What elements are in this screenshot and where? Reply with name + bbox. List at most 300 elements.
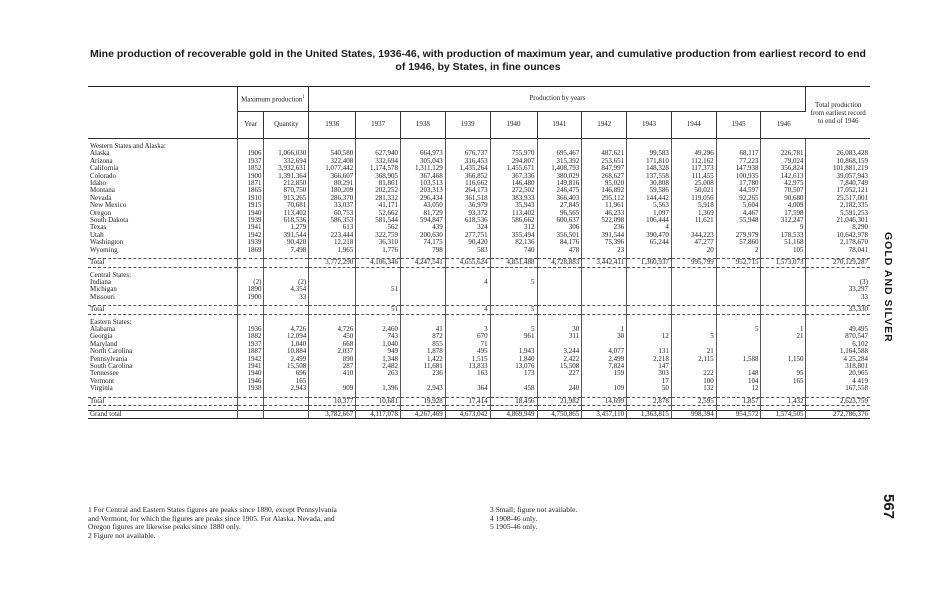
cell: 277,751: [445, 232, 490, 239]
cell: 740: [490, 247, 537, 254]
cell: 49,495: [848, 325, 868, 333]
cell: 146,892: [582, 187, 627, 194]
max-production-label: Maximum production: [241, 95, 303, 104]
cell: 95,020: [582, 180, 627, 187]
cell: 200,630: [400, 232, 445, 239]
cell: [761, 363, 806, 370]
cell: [237, 397, 264, 405]
row-label: New Mexico: [88, 202, 237, 209]
cell: [264, 306, 309, 314]
row-label: Vermont: [88, 378, 237, 385]
cell: 84,176: [537, 239, 582, 246]
cell: 99,583: [627, 150, 672, 157]
cell: 1,164,588: [840, 348, 868, 356]
cell: 3,244: [537, 348, 582, 355]
row-label: Tennessee: [88, 370, 237, 377]
cell: 1,857: [716, 397, 761, 405]
cell: 303: [627, 370, 672, 377]
cell: 332,694: [264, 158, 309, 165]
cell: 1939: [237, 239, 264, 246]
row-label: Washington: [88, 239, 237, 246]
cell: [490, 294, 537, 301]
grand-total-row: [88, 411, 870, 419]
cell: 7,498: [264, 247, 309, 254]
cell: 119,056: [671, 195, 716, 202]
cell: 287: [309, 363, 356, 370]
cell: [716, 333, 761, 340]
cell: 954,572: [716, 411, 761, 419]
cell: 364: [445, 385, 490, 392]
cell: 294,807: [490, 158, 537, 165]
cell: 3,442,411: [582, 259, 627, 267]
cell: [627, 341, 672, 348]
cell: 109: [582, 385, 627, 392]
table-row: [88, 286, 870, 293]
cell: 1942: [237, 356, 264, 363]
cell: 270,129,287: [806, 259, 870, 267]
cell: 1,515: [445, 356, 490, 363]
cell: (2): [237, 279, 264, 286]
cell: 1937: [237, 341, 264, 348]
footnote-line: 3 Small; figure not available.: [490, 505, 578, 514]
cell: 147: [627, 363, 672, 370]
cell: 872: [400, 333, 445, 340]
cell: [264, 259, 309, 267]
section-heading: Western States and Alaska:: [88, 143, 237, 150]
cell: 80,291: [309, 180, 356, 187]
cell: 3,782,667: [309, 411, 356, 419]
cell: 4: [627, 224, 672, 231]
cell: 410: [309, 370, 356, 377]
cell: [237, 411, 264, 419]
cell: 5: [716, 326, 761, 333]
year-column-header: 1946: [761, 112, 806, 139]
cell: 137,558: [627, 173, 672, 180]
cell: 676,737: [445, 150, 490, 157]
cell: 36,310: [356, 239, 401, 246]
gold-production-table: [88, 86, 870, 419]
year-column-header: 1939: [445, 112, 490, 139]
cell: [671, 326, 716, 333]
cell: 5: [671, 333, 716, 340]
table-row: [88, 333, 870, 340]
cell: 165: [264, 378, 309, 385]
cell: [716, 306, 761, 314]
cell: 613: [309, 224, 356, 231]
cell: 316,453: [445, 158, 490, 165]
cell: 952,715: [716, 259, 761, 267]
cell: 1,369: [671, 210, 716, 217]
cell: 223,444: [309, 232, 356, 239]
cell: 1941: [237, 224, 264, 231]
cell: 391,544: [264, 232, 309, 239]
cell: 305,043: [400, 158, 445, 165]
cell: 51,168: [761, 239, 806, 246]
cell: 1,943: [490, 348, 537, 355]
year-column-header: 1937: [356, 112, 401, 139]
cell: 312,247: [761, 217, 806, 224]
cell: 39,057,943: [836, 172, 868, 180]
cell: [264, 411, 309, 419]
cell: 5,563: [627, 202, 672, 209]
cell: 356,501: [537, 232, 582, 239]
page-number: 567: [880, 494, 897, 520]
cell: [671, 363, 716, 370]
cell: 1941: [237, 363, 264, 370]
cell: 5,591,253: [840, 209, 868, 217]
cell: 33,037: [309, 202, 356, 209]
cell: 366,403: [537, 195, 582, 202]
table-row: [88, 294, 870, 301]
cell: 2,482: [356, 363, 401, 370]
cell: 2,623,759: [806, 397, 870, 405]
cell: 1,422: [400, 356, 445, 363]
row-label: Pennsylvania: [88, 356, 237, 363]
cell: 36,979: [445, 202, 490, 209]
cell: 41,171: [356, 202, 401, 209]
row-label: North Carolina: [88, 348, 237, 355]
cell: 3,932,631: [264, 165, 309, 172]
cell: 7,824: [582, 363, 627, 370]
row-label: Wyoming: [88, 247, 237, 254]
cell: 178,533: [761, 232, 806, 239]
cell: [716, 224, 761, 231]
cell: 226,781: [761, 150, 806, 157]
cell: 4,726: [309, 326, 356, 333]
footnote-line: Oregon figures are likewise peaks since 1880 only.: [88, 522, 241, 532]
cell: 1,077,442: [309, 165, 356, 172]
table-row: [88, 173, 870, 180]
cell: 279,979: [716, 232, 761, 239]
cell: [582, 279, 627, 286]
cell: 322,759: [356, 232, 401, 239]
row-label: Indiana: [88, 279, 237, 286]
cell: 15,508: [537, 363, 582, 370]
cell: [582, 294, 627, 301]
cell: 1910: [237, 195, 264, 202]
cell: [356, 294, 401, 301]
cell: [582, 341, 627, 348]
cell: 4 419: [852, 377, 868, 385]
cell: 2,115: [671, 356, 716, 363]
cell: [237, 259, 264, 267]
cell: 142,613: [761, 173, 806, 180]
cell: 368,905: [356, 173, 401, 180]
cell: [716, 286, 761, 293]
cell: 1938: [237, 385, 264, 392]
cell: 1,840: [490, 356, 537, 363]
cell: 4,106,346: [356, 259, 401, 267]
year-column-header: 1945: [716, 112, 761, 139]
cell: 33,297: [848, 286, 868, 294]
cell: 668: [309, 341, 356, 348]
cell: 50,021: [671, 187, 716, 194]
cell: 1940: [237, 210, 264, 217]
cell: 11,681: [400, 363, 445, 370]
cell: 19,928: [400, 397, 445, 405]
cell: 600,637: [537, 217, 582, 224]
cell: (2): [264, 279, 309, 286]
cell: 4,077: [582, 348, 627, 355]
cell: 4,726: [264, 326, 309, 333]
cell: 70,507: [761, 187, 806, 194]
cell: [627, 326, 672, 333]
total-row: [88, 397, 870, 405]
cell: 4 25,284: [843, 355, 868, 363]
cell: 1,279: [264, 224, 309, 231]
row-label: Michigan: [88, 286, 237, 293]
cell: 272,502: [490, 187, 537, 194]
row-label: Missouri: [88, 294, 237, 301]
cell: 117,373: [671, 165, 716, 172]
cell: 1,965: [309, 247, 356, 254]
cell: [716, 348, 761, 355]
cell: 92,265: [716, 195, 761, 202]
row-label: Utah: [88, 232, 237, 239]
cell: 627,940: [356, 150, 401, 157]
stub-header: [88, 87, 237, 139]
cell: 4,869,949: [490, 411, 537, 419]
cell: 50: [627, 385, 672, 392]
cell: 1871: [237, 180, 264, 187]
cell: 2,422: [537, 356, 582, 363]
cell: [309, 286, 356, 293]
cell: 105: [761, 247, 806, 254]
cell: 322,408: [309, 158, 356, 165]
cell: [627, 279, 672, 286]
cell: 1915: [237, 202, 264, 209]
cell: 202,252: [356, 187, 401, 194]
cell: [582, 306, 627, 314]
cell: 77,223: [716, 158, 761, 165]
cell: 79,024: [761, 158, 806, 165]
cell: 2,499: [582, 356, 627, 363]
cell: 81,729: [400, 210, 445, 217]
table-row: [88, 348, 870, 355]
cell: 913,265: [264, 195, 309, 202]
cell: 562: [356, 224, 401, 231]
cell: 8,290: [852, 224, 868, 232]
cell: 1: [582, 326, 627, 333]
table-row: [88, 224, 870, 231]
cell: 355,494: [490, 232, 537, 239]
cell: 1,363,815: [627, 411, 672, 419]
cell: 148: [716, 370, 761, 377]
cell: 594,847: [400, 217, 445, 224]
cell: 111,455: [671, 173, 716, 180]
cell: 47,277: [671, 239, 716, 246]
table-row: [88, 356, 870, 363]
cell: 149,816: [537, 180, 582, 187]
cell: 103,513: [400, 180, 445, 187]
year-column-header: 1936: [309, 112, 356, 139]
cell: 144,442: [627, 195, 672, 202]
cell: 1,040: [264, 341, 309, 348]
row-label: Texas: [88, 224, 237, 231]
cell: 70,681: [264, 202, 309, 209]
cell: 495: [445, 348, 490, 355]
cell: [582, 286, 627, 293]
cell: [671, 306, 716, 314]
cell: 4,851,488: [490, 259, 537, 267]
cell: [490, 378, 537, 385]
cell: 1,588: [716, 356, 761, 363]
row-label: Virginia: [88, 385, 237, 392]
cell: 281,332: [356, 195, 401, 202]
cell: 90,420: [264, 239, 309, 246]
cell: 25,517,001: [836, 194, 868, 202]
cell: 311: [537, 333, 582, 340]
cell: 798: [400, 247, 445, 254]
cell: 4: [445, 279, 490, 286]
cell: [356, 279, 401, 286]
cell: 236: [582, 224, 627, 231]
cell: 1890: [237, 286, 264, 293]
cell: 33,330: [806, 306, 870, 314]
cell: 23: [582, 247, 627, 254]
year-column-header: 1943: [627, 112, 672, 139]
cell: 586,353: [309, 217, 356, 224]
cell: 1,066,030: [264, 150, 309, 157]
cell: 17,052,121: [836, 187, 868, 195]
cell: [671, 294, 716, 301]
cell: 165: [761, 378, 806, 385]
cell: [445, 286, 490, 293]
cell: 17,780: [716, 180, 761, 187]
year-header: Year: [237, 112, 264, 139]
cell: 4: [445, 306, 490, 314]
cell: 5,918: [671, 202, 716, 209]
cell: 14,699: [582, 397, 627, 405]
cell: 20: [671, 247, 716, 254]
cell: 81,861: [356, 180, 401, 187]
cell: 10,868,159: [836, 157, 868, 165]
cell: 3,457,110: [582, 411, 627, 419]
cell: 367,468: [400, 173, 445, 180]
table-row: [88, 363, 870, 370]
row-label: South Carolina: [88, 363, 237, 370]
section-heading: Central States:: [88, 272, 237, 279]
cell: 65,244: [627, 239, 672, 246]
cell: 847,997: [582, 165, 627, 172]
table-row: [88, 210, 870, 217]
cell: [716, 294, 761, 301]
cell: 212,850: [264, 180, 309, 187]
cell: 367,336: [490, 173, 537, 180]
cell: 1937: [237, 158, 264, 165]
cell: 4,117,078: [356, 411, 401, 419]
table-row: [88, 187, 870, 194]
cell: [537, 378, 582, 385]
cell: [537, 279, 582, 286]
cell: [582, 378, 627, 385]
row-label: Oregon: [88, 210, 237, 217]
cell: 21: [761, 333, 806, 340]
cell: 30: [582, 333, 627, 340]
cell: [761, 385, 806, 392]
cell: 75,396: [582, 239, 627, 246]
cell: 366,852: [445, 173, 490, 180]
cell: 68,117: [716, 150, 761, 157]
cell: 51: [356, 306, 401, 314]
cell: 82,136: [490, 239, 537, 246]
cell: 272,786,376: [806, 411, 870, 419]
cell: [445, 294, 490, 301]
cell: 356,824: [761, 165, 806, 172]
footnote-line: 2 Figure not available.: [88, 530, 156, 540]
table-row: [88, 202, 870, 209]
total-row: [88, 306, 870, 314]
cell: 268,627: [582, 173, 627, 180]
table-row: [88, 378, 870, 385]
cell: 203,313: [400, 187, 445, 194]
cell: 1939: [237, 217, 264, 224]
cell: (3): [859, 278, 868, 286]
cell: 755,970: [490, 150, 537, 157]
cell: 222: [671, 370, 716, 377]
cell: 33: [861, 293, 868, 301]
max-production-header: [237, 87, 308, 112]
cell: 295,112: [582, 195, 627, 202]
cell: 163: [445, 370, 490, 377]
cell: 41: [400, 326, 445, 333]
cell: 148,328: [627, 165, 672, 172]
cell: 315,392: [537, 158, 582, 165]
cell: 4,009: [761, 202, 806, 209]
cell: 21,982: [537, 397, 582, 405]
cell: 1865: [237, 187, 264, 194]
cell: 55,948: [716, 217, 761, 224]
cell: 890: [309, 356, 356, 363]
cell: [537, 294, 582, 301]
cell: 4,267,469: [400, 411, 445, 419]
cell: 30: [537, 326, 582, 333]
cell: 312: [490, 224, 537, 231]
footnote-ref: 1: [302, 95, 305, 101]
footnotes-right: [490, 506, 577, 532]
table-row: [88, 150, 870, 157]
cell: 112,162: [671, 158, 716, 165]
cell: 1900: [237, 294, 264, 301]
cell: 1,776: [356, 247, 401, 254]
cell: 1887: [237, 348, 264, 355]
cell: 618,536: [264, 217, 309, 224]
cell: 855: [400, 341, 445, 348]
cell: 2,218: [627, 356, 672, 363]
cell: 995,799: [671, 259, 716, 267]
cell: 998,394: [671, 411, 716, 419]
cell: 2,943: [264, 385, 309, 392]
cell: [400, 294, 445, 301]
cell: 664,973: [400, 150, 445, 157]
cell: 147,938: [716, 165, 761, 172]
total-production-header: Total production from earliest record to end of 1946: [806, 87, 870, 139]
cell: 380,029: [537, 173, 582, 180]
cell: 1,040: [356, 341, 401, 348]
cell: 113,402: [264, 210, 309, 217]
row-label: Georgia: [88, 333, 237, 340]
cell: 4,750,865: [537, 411, 582, 419]
cell: 1,097: [627, 210, 672, 217]
table-title: Mine production of recoverable gold in the United States, 1936-46, with production of maximum year, and cumulative production from earliest record to end of 1946, by States, in fine ounces: [90, 48, 866, 73]
cell: 95: [761, 370, 806, 377]
cell: 390,470: [627, 232, 672, 239]
cell: 4,247,541: [400, 259, 445, 267]
cell: 10,681: [356, 397, 401, 405]
cell: 361,518: [445, 195, 490, 202]
table-row: [88, 239, 870, 246]
cell: [309, 378, 356, 385]
